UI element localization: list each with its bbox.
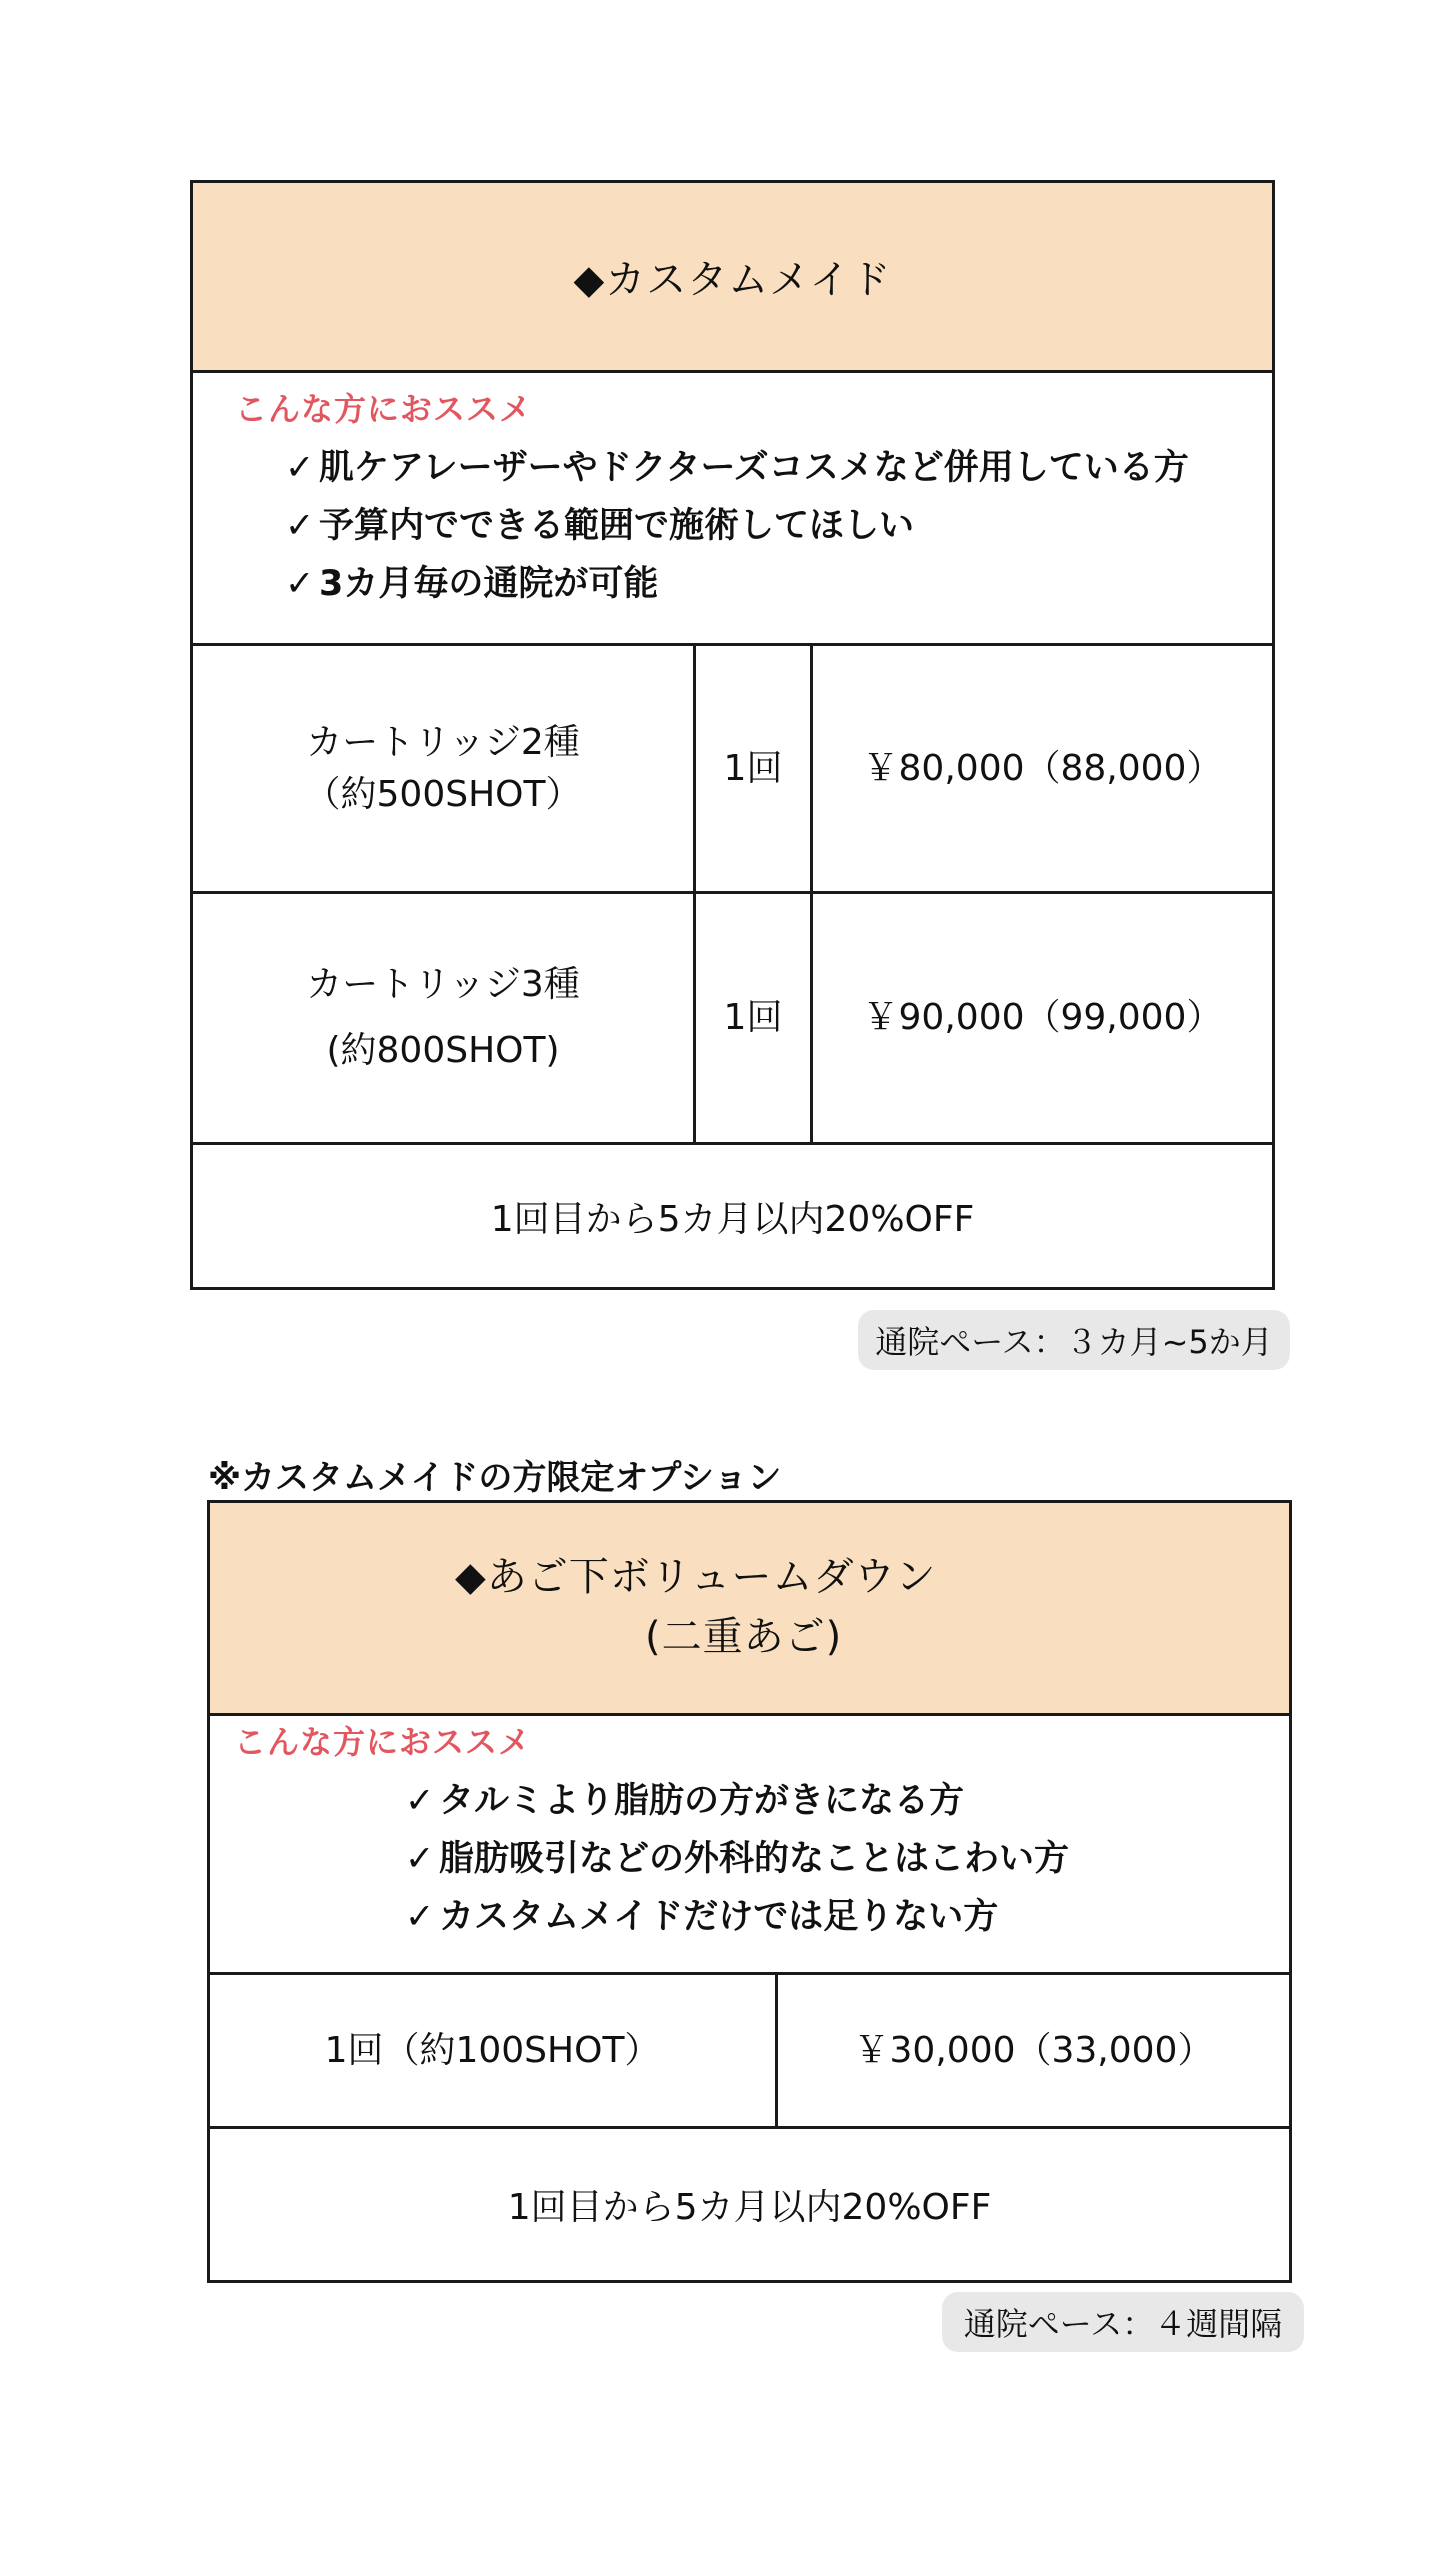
discount-text: 1回目から5カ月以内20%OFF [507,2187,992,2228]
chin-option-subtitle: (二重あご) [645,1614,843,1660]
recommend-item: ✓ 3カ月毎の通院が可能 [285,555,1272,613]
session-count-cell: 1回（約100SHOT） [210,1975,778,2126]
recommend-title: こんな方におススメ [234,1723,532,1761]
price-cell: ￥30,000（33,000） [853,2029,1214,2071]
option-caption: ※カスタムメイドの方限定オプション [208,1458,782,1498]
recommend-item: ✓ 肌ケアレーザーやドクターズコスメなど併用している方 [285,439,1272,497]
custom-made-title: ◆カスタムメイド [573,257,892,303]
price-row [210,1975,1289,2129]
chin-option-title: ◆あご下ボリュームダウン [455,1554,937,1600]
recommend-item: ✓ 予算内でできる範囲で施術してほしい [285,497,1272,555]
recommend-title: こんな方におススメ [235,390,533,428]
price-cell: ￥80,000（88,000） [862,747,1223,789]
check-icon: ✓ [405,1781,435,1821]
custom-made-header [193,183,1272,373]
session-count-cell: 1回 [696,646,813,891]
check-icon: ✓ [285,506,315,546]
check-icon: ✓ [285,564,315,604]
discount-text: 1回目から5カ月以内20%OFF [490,1198,975,1240]
custom-made-panel [190,180,1275,1290]
plan-name-cell: カートリッジ2種 （約500SHOT） [193,646,696,891]
discount-row [210,2129,1289,2280]
check-icon: ✓ [405,1839,435,1879]
chin-option-header [210,1503,1289,1716]
visit-pace-badge: 通院ペース：４週間隔 [942,2292,1304,2352]
check-icon: ✓ [405,1897,435,1937]
discount-row [193,1145,1272,1287]
recommend-item: ✓ タルミより脂肪の方がきになる方 [405,1772,1289,1830]
visit-pace-badge: 通院ペース：３カ月~5か月 [858,1310,1290,1370]
chin-option-recommend [210,1716,1289,1975]
session-count-cell: 1回 [696,894,813,1142]
price-row [193,646,1272,894]
plan-name-cell: カートリッジ3種 (約800SHOT) [193,894,696,1142]
price-cell: ￥90,000（99,000） [862,997,1223,1038]
custom-made-recommend [193,373,1272,646]
check-icon: ✓ [285,448,315,488]
chin-option-panel [207,1500,1292,2283]
recommend-item: ✓ 脂肪吸引などの外科的なことはこわい方 [405,1830,1289,1888]
price-row [193,894,1272,1145]
recommend-item: ✓ カスタムメイドだけでは足りない方 [405,1888,1289,1946]
